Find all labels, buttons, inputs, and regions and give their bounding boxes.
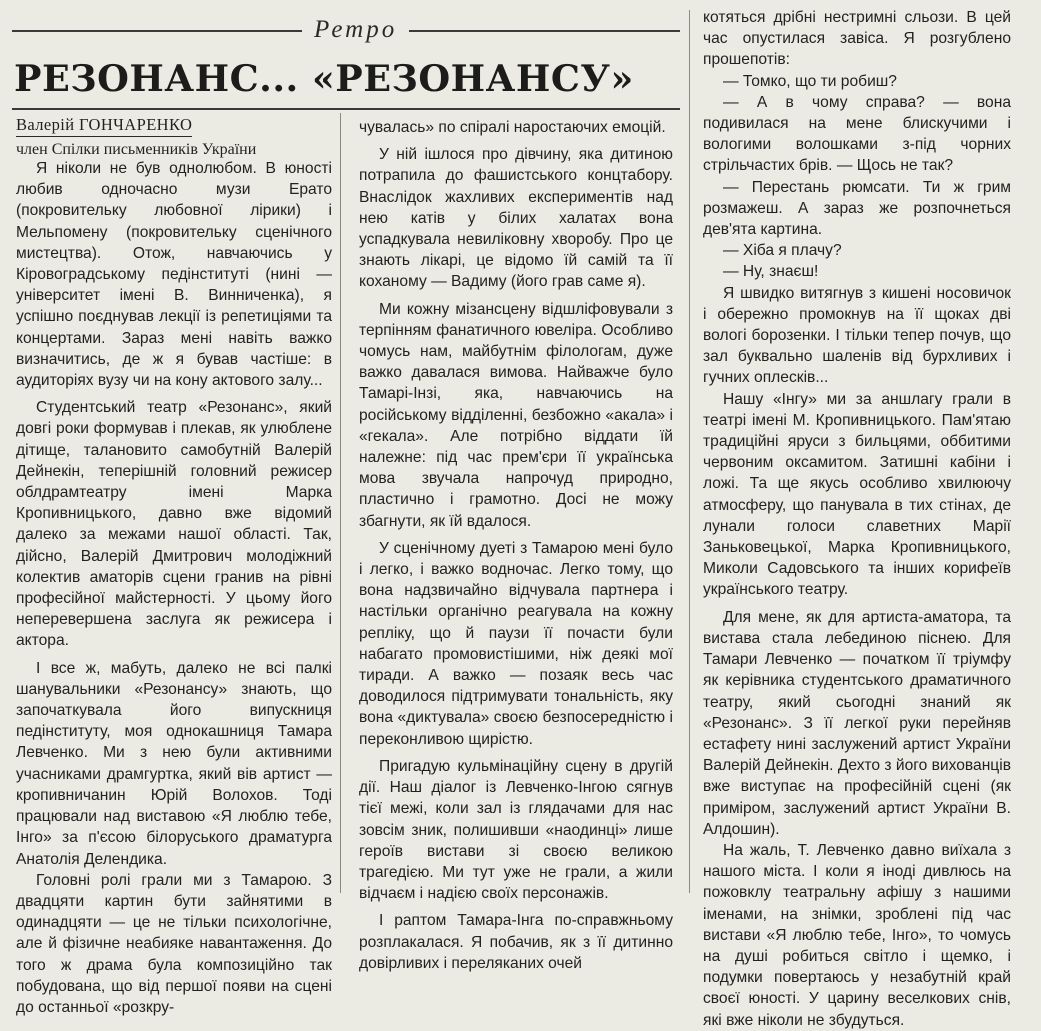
byline [16, 115, 336, 160]
paragraph: На жаль, Т. Левченко давно виїхала з нашого міста. І коли я іноді дивлюсь на пожовклу театральну афішу з нашими іменами, на знімки, зроблені під час вистави «Я люблю тебе, Інго», то чомусь на душі робиться світло і щемко, і подумки повертаюсь у незабутній край своєї юності. У царину веселкових снів, які вже ніколи не збудуться. [703, 841, 1011, 1029]
paragraph: котяться дрібні нестримні сльози. В цей час опустилася завіса. Я розгублено прошепотів: [703, 9, 1011, 69]
author-name: Валерій ГОНЧАРЕНКО [16, 115, 192, 137]
headline-rule [12, 108, 680, 110]
paragraph: І все ж, мабуть, далеко не всі палкі шанувальники «Резонансу» знають, що започаткувала його випускниця педінституту, моя однокашниця Тамара Левченко. Ми з нею були активними учасниками драмгуртка, який вів артист — кропивничанин Юрій Волохов. Тоді працювали над виставою «Я люблю тебе, Інго» за п'єсою білоруського драматурга Анатолія Делендика. [16, 659, 332, 868]
paragraph: Нашу «Інгу» ми за аншлагу грали в театрі імені М. Кропивницького. Пам'ятаю традиційні яруси з бильцями, оббитими червоним оксамитом. Затишні кабіни і ложі. Та ще якусь особливо хвилюючу атмосферу, що панувала в тих стінах, де лунали голоси славетних Марії Заньковецької, Марка Кропивницького, Миколи Садовського та інших корифеїв українського театру. [703, 390, 1011, 599]
paragraph: У ній ішлося про дівчину, яка дитиною потрапила до фашистського концтабору. Внаслідок жахливих експериментів над нею катів у білих халатах вона успадкувала невиліковну хворобу. Про це знають лікарі, це відомо їй самій та її коханому — Вадиму (його грав саме я). [359, 146, 673, 291]
rubric-header [12, 14, 680, 48]
paragraph: У сценічному дуеті з Тамарою мені було і легко, і важко водночас. Легко тому, що вона надзвичайно відчувала партнера і настільки органічно реагувала на кожну репліку, що й паузи її почасти були набагато промовистішими, ніж деякі мої тиради. А важко — позаяк весь час доводилося підтримувати тональність, яку вона «диктувала» своєю безпосередністю і переконливою щирістю. [359, 539, 673, 748]
dialogue-line: — Перестань рюмсати. Ти ж грим розмажеш. А зараз же розпочнеться дев'ята картина. [703, 178, 1011, 239]
paragraph: Студентський театр «Резонанс», який довгі роки формував і плекав, як улюблене дітище, талановито самобутній Валерій Дейнекін, теперішній головний режисер облдрамтеатру імені Марка Кропивницького, давно вже відомий далеко за межами нашої області. Так, дійсно, Валерій Дмитрович молодіжний колектив аматорів сцени гранив на рівні професійної майстерності. У цьому його неперевершена заслуга як режисера і актора. [16, 399, 332, 650]
dialogue-line: — А в чому справа? — вона подивилася на мене блискучими і вологими волошками з-під чорних стрільчастих брів. — Щось не так? [703, 93, 1011, 175]
dialogue-line: — Ну, знаєш! [723, 263, 819, 281]
author-title: член Спілки письменників України [16, 141, 257, 158]
rubric-label: Ретро [302, 14, 409, 46]
paragraph: Головні ролі грали ми з Тамарою. З двадцяти картин бути зайнятими в одинадцяти — це не тільки психологічне, але й фізичне неабияке навантаження. До того ж драма була композиційно так побудована, що від першої появи на сцені до останньої «розкру- [16, 871, 332, 1016]
paragraph: Пригадую кульмінаційну сцену в другій дії. Наш діалог із Левченко-Інгою сягнув тієї межі, коли зал із глядачами для нас зовсім зник, полишивши «наодинці» лише героїв вистави зі своєю великою трагедією. Ми тут уже не грали, а жили відчаєм і надією своїх персонажів. [359, 757, 673, 903]
paragraph: Для мене, як для артиста-аматора, та вистава стала лебединою піснею. Для Тамари Левченко — початком її тріумфу як керівника студентського драматичного театру, який сьогодні знаний як «Резонанс». З її легкої руки перейняв естафету нині заслужений артист України Валерій Дейнекін. Дехто з його вихованців вже виступає на професійній сцені (як приміром, заслужений артист України В. Алдошин). [703, 608, 1011, 838]
paragraph: Я швидко витягнув з кишені носовичок і обережно промокнув на її щоках дві вологі борозенки. І тільки тепер почув, що зал буквально шаленів від бурхливих і гучних оплесків... [703, 284, 1011, 387]
paragraph: чувалась» по спіралі наростаючих емоцій. [359, 119, 666, 136]
column-divider-left [340, 113, 341, 893]
column-divider-right [689, 10, 690, 893]
text-column-2 [359, 117, 673, 974]
dialogue-line: — Хіба я плачу? [723, 242, 842, 260]
paragraph: І раптом Тамара-Інга по-справжньому розплакалася. Я побачив, як з її дитинно довірливих і переляканих очей [359, 912, 673, 972]
article-headline: РЕЗОНАНС... «РЕЗОНАНСУ» [14, 57, 634, 100]
paragraph: Ми кожну мізансцену відшліфовували з терпінням фанатичного ювеліра. Особливо чомусь нам, майбутнім філологам, дуже важко давалася вимова. Найважче було Тамарі-Інзі, яка, навчаючись на російському відділенні, безбожно «акала» і «гекала». Але потрібно віддати їй належне: під час прем'єри її українська мова звучала напрочуд природно, пластично і грамотно. Досі не можу збагнути, як їй вдалося. [359, 300, 673, 530]
text-column-1 [16, 158, 332, 1018]
dialogue-line: — Томко, що ти робиш? [723, 72, 897, 90]
paragraph: Я ніколи не був однолюбом. В юності любив одночасно музи Ерато (покровительку любовної лірики) і Мельпомену (покровительку сценічного мистецтва). Отож, навчаючись у Кіровоградському педінституті (нині — університет імені В. Винниченка), я успішно поєднував лекції із репетиціями та концертами. Зараз мені навіть важко визначитись, де ж я бував частіше: в аудиторіях вузу чи на кону актового залу... [16, 160, 332, 390]
text-column-3 [703, 7, 1011, 1031]
